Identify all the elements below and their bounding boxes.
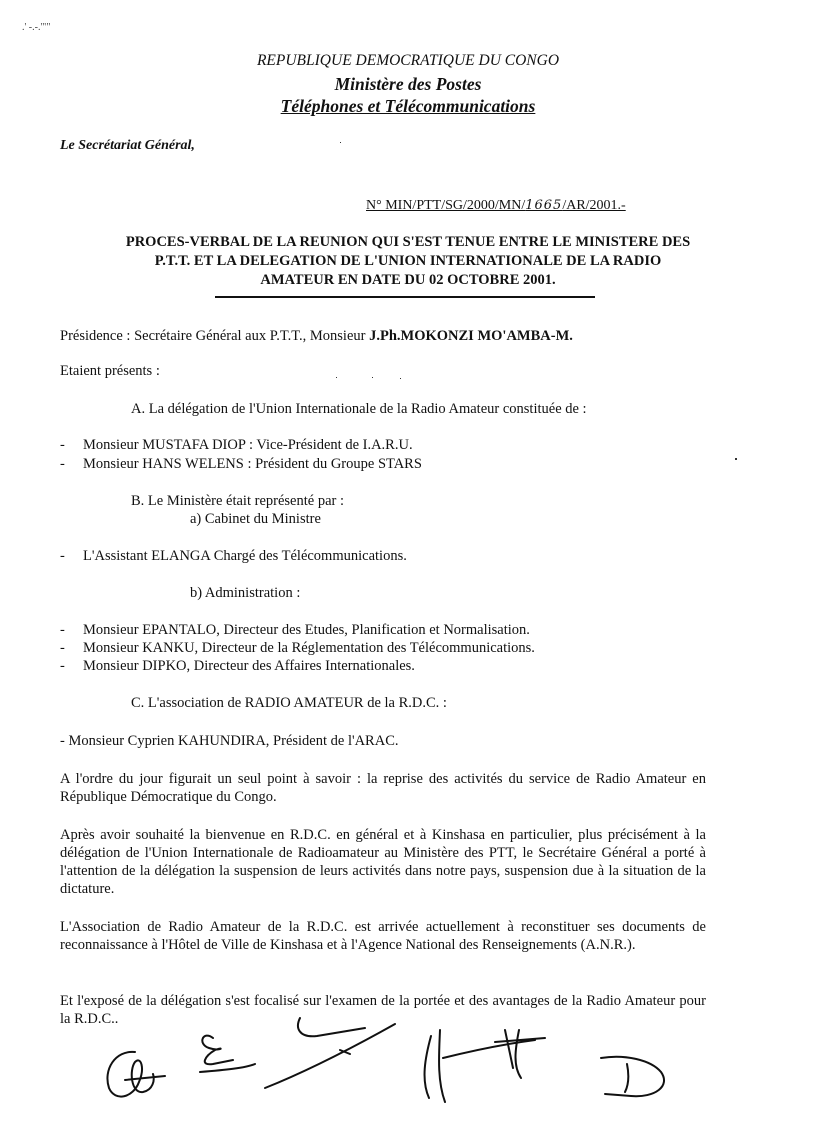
republic-heading: REPUBLIQUE DEMOCRATIQUE DU CONGO <box>256 52 560 69</box>
admin-member-3: Monsieur DIPKO, Directeur des Affaires Internationales. <box>83 658 415 674</box>
section-a-heading: A. La délégation de l'Union Internationale de la Radio Amateur constituée de : <box>131 401 587 417</box>
title-line-1: PROCES-VERBAL DE LA REUNION QUI S'EST TENUE ENTRE LE MINISTERE DES <box>125 234 691 250</box>
scan-speck <box>735 458 737 460</box>
section-b-sub-b: b) Administration : <box>190 585 301 601</box>
section-a-member-1: Monsieur MUSTAFA DIOP : Vice-Président de I.A.R.U. <box>83 437 413 453</box>
list-dash: - <box>60 437 65 453</box>
section-a-member-2: Monsieur HANS WELENS : Président du Groupe STARS <box>83 456 422 472</box>
section-b-heading: B. Le Ministère était représenté par : <box>131 493 344 509</box>
signature-1 <box>107 1052 165 1097</box>
ministry-heading: Ministère des Postes <box>334 74 482 94</box>
list-dash: - <box>60 658 65 674</box>
cabinet-member-1: L'Assistant ELANGA Chargé des Télécommunications. <box>83 548 407 564</box>
admin-member-2: Monsieur KANKU, Directeur de la Réglementation des Télécommunications. <box>83 640 535 656</box>
paragraph-delegation: Et l'exposé de la délégation s'est focalisé sur l'examen de la portée et des avantages de la Radio Amateur pour la R.D.C.. <box>60 993 706 1027</box>
signature-3 <box>265 1018 395 1088</box>
reference-handwritten: 1665 <box>525 198 563 213</box>
signatures <box>95 1010 675 1115</box>
ministry-subheading: Téléphones et Télécommunications <box>280 96 536 116</box>
presidency-label: Présidence : Secrétaire Général aux P.T.T., Monsieur <box>60 328 370 344</box>
title-line-3: AMATEUR EN DATE DU 02 OCTOBRE 2001. <box>260 272 556 288</box>
scan-speck <box>372 377 373 378</box>
signature-2 <box>200 1036 255 1072</box>
presidency-line <box>60 328 573 345</box>
presidency-name: J.Ph.MOKONZI MO'AMBA-M. <box>369 328 573 344</box>
scan-speck <box>336 377 337 378</box>
list-dash: - <box>60 548 65 564</box>
paragraph-association: L'Association de Radio Amateur de la R.D.C. est arrivée actuellement à reconstituer ses documents de reconnaissance à l'Hôtel de Ville de Kinshasa et à l'Agence National des Renseignements (A.N.R.). <box>60 919 706 953</box>
section-c-member: - Monsieur Cyprien KAHUNDIRA, Président de l'ARAC. <box>60 733 399 749</box>
reference-number <box>366 198 626 214</box>
present-label: Etaient présents : <box>60 363 160 379</box>
reference-suffix: /AR/2001.- <box>562 198 626 213</box>
signature-5 <box>601 1057 664 1096</box>
reference-prefix: N° MIN/PTT/SG/2000/MN/ <box>366 198 526 213</box>
scan-mark: .' -.-.'"" <box>22 22 51 33</box>
title-underline <box>215 296 595 298</box>
list-dash: - <box>60 622 65 638</box>
scan-speck <box>400 378 401 379</box>
section-b-sub-a: a) Cabinet du Ministre <box>190 511 321 527</box>
paragraph-welcome: Après avoir souhaité la bienvenue en R.D.C. en général et à Kinshasa en particulier, plus précisément à la délégation de l'Union Internationale de Radioamateur au Ministère des PTT, le Secrétaire Général a porté à l'attention de la délégation la suspension de leurs activités dans notre pays, suspension due à la situation de la dictature. <box>60 827 706 897</box>
admin-member-1: Monsieur EPANTALO, Directeur des Etudes, Planification et Normalisation. <box>83 622 530 638</box>
signature-4 <box>425 1030 545 1102</box>
section-c-heading: C. L'association de RADIO AMATEUR de la R.D.C. : <box>131 695 447 711</box>
title-line-2: P.T.T. ET LA DELEGATION DE L'UNION INTERNATIONALE DE LA RADIO <box>154 253 662 269</box>
sender-line: Le Secrétariat Général, <box>60 138 195 153</box>
scan-speck <box>340 142 341 143</box>
list-dash: - <box>60 640 65 656</box>
list-dash: - <box>60 456 65 472</box>
paragraph-agenda: A l'ordre du jour figurait un seul point à savoir : la reprise des activités du service de Radio Amateur en République Démocratique du Congo. <box>60 771 706 805</box>
